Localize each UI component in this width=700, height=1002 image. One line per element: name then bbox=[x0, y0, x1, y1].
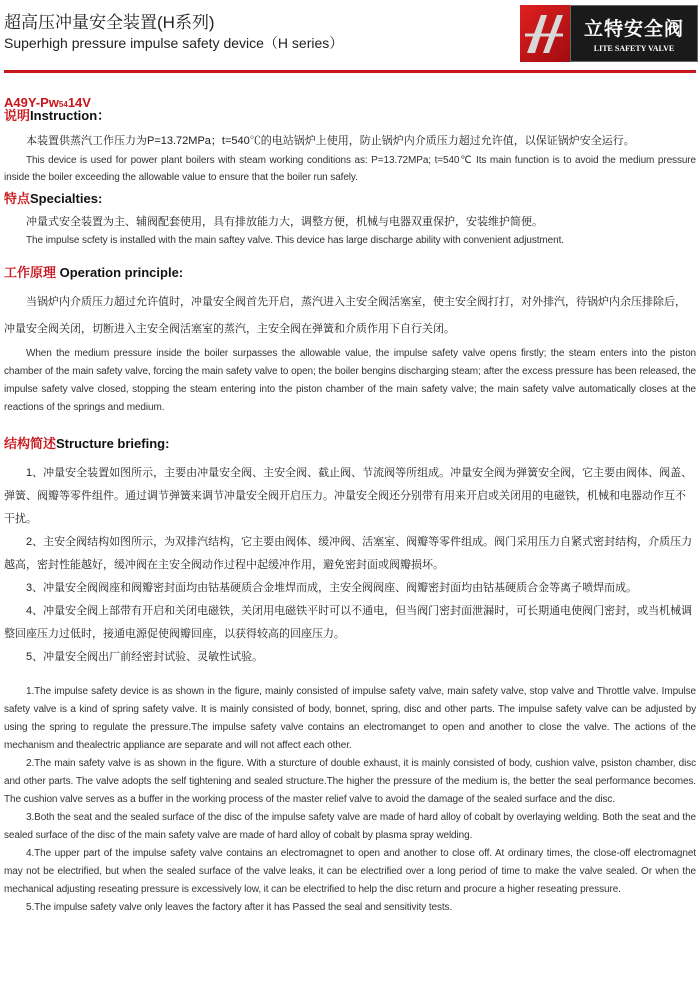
paragraph-cn: 当锅炉内介质压力超过允许值时，冲量安全阀首先开启，蒸汽进入主安全阀活塞室，使主安全阀打打，对外排汽，待锅炉内余压排除后，冲量安全阀关闭，切断进入主安全阀活塞室的蒸汽，主安全阀在弹簧和介质作用下自行关闭。 bbox=[4, 296, 686, 335]
logo-mark-icon bbox=[520, 5, 570, 62]
list-item: 1.The impulse safety device is as shown in the figure, mainly consisted of impulse safety valve, main safety valve, stop valve and Throttle valve. Impulse safety valve is a kind of spring safety valve. It is mainly consisted of body, bonnet, spring, disc and other parts. The impulse safety valve can be adjusted by using the spring to regulate the pressure.The impulse safety valve contains an electromanget to open and another to close the valve. The actions of the mechanism and thealectric appliance are separate and will not affect each other. bbox=[4, 686, 696, 751]
paragraph-cn: 冲量式安全装置为主、辅阀配套使用，具有排放能力大，调整方便，机械与电器双重保护，安装维护简便。 bbox=[26, 216, 543, 228]
logo-text-cn: 立特安全阀 bbox=[583, 19, 684, 40]
list-item: 3、冲量安全阀阀座和阀瓣密封面均由钴基硬质合金堆焊而成，主安全阀阀座、阀瓣密封面均由钴基硬质合金等离子喷焊而成。 bbox=[26, 582, 638, 594]
list-item: 4、冲量安全阀上部带有开启和关闭电磁铁，关闭用电磁铁平时可以不通电，但当阀门密封面泄漏时，可长期通电使阀门密封，或当机械调整回座压力过低时，接通电源促使阀瓣回座，以获得较高的回座压力。 bbox=[4, 605, 693, 640]
section-structure bbox=[4, 433, 696, 917]
list-item: 5.The impulse safety valve only leaves the factory after it has Passed the seal and sensitivity tests. bbox=[26, 902, 453, 913]
list-item: 2、主安全阀结构如图所示，为双排汽结构，它主要由阀体、缓冲阀、活塞室、阀瓣等零件组成。阀门采用压力自紧式密封结构，介质压力越高，密封性能越好，缓冲阀在主安全阀动作过程中起缓冲作用，避免密封面或阀瓣损坏。 bbox=[4, 536, 693, 571]
section-specialties bbox=[4, 188, 696, 249]
list-item: 2.The main safety valve is as shown in the figure. With a sturcture of double exhaust, it is mainly consisted of body, cushion valve, psiston chamber, disc and other parts. The valve adopts the self tightening and sealed structure.The higher the pressure of the medium is, the better the seal performance becomes. The cushion valve serves as a buffer in the working process of the master relief valve to avoid the damage of the sealed surface and the disc. bbox=[4, 758, 696, 805]
structure-list-en bbox=[4, 683, 696, 917]
section-heading: 结构简述Structure briefing: bbox=[4, 436, 170, 451]
header-divider bbox=[4, 70, 696, 73]
title-english: Superhigh pressure impulse safety device（H series） bbox=[4, 35, 344, 51]
section-instruction bbox=[4, 105, 696, 186]
list-item: 4.The upper part of the impulse safety valve contains an electromagnet to open and another to close off. At ordinary times, the close-off electromagnet may not be electrified, but when the sealed surface of the valve leaks, it can be electrified over a long period of time to make the valve sealed. Or when the mechanical adjusting reseating pressure is excessively low, it can be electrified to help the disc return and procure a higher reseating pressure. bbox=[4, 848, 696, 895]
list-item: 1、冲量安全装置如图所示，主要由冲量安全阀、主安全阀、截止阀、节流阀等所组成。冲量安全阀为弹簧安全阀，它主要由阀体、阀盖、弹簧、阀瓣等零件组件。通过调节弹簧来调节冲量安全阀开启压力。冲量安全阀还分别带有用来开启或关闭用的电磁铁，机械和电器动作互不干扰。 bbox=[4, 467, 693, 525]
logo-text-en: LITE SAFETY VALVE bbox=[593, 44, 675, 53]
list-item: 3.Both the seat and the sealed surface of the disc of the impulse safety valve are made of hard alloy of cobalt by overlaying welding. Both the seat and the sealed surface of the disc of the main safety valve are made of hard alloy of cobalt by plasma spray welding. bbox=[4, 812, 696, 841]
paragraph-en: The impulse scfety is installed with the main saftey valve. This device has large discharge ability with convenient adjustment. bbox=[26, 235, 564, 246]
section-heading: 特点Specialties: bbox=[4, 191, 103, 206]
paragraph-en: When the medium pressure inside the boiler surpasses the allowable value, the impulse safety valve opens firstly; the steam enters into the piston chamber of the main safety valve, forcing the main safety valve to open; the boiler bengins discharging steam; after the excess pressure has been released, the impulse safety valve closed, stopping the steam entering into the piston chamber of the main safety valve; the main safety valve automatically closes at the reactions of the springs and medium. bbox=[4, 348, 696, 413]
title-chinese: 超高压冲量安全装置(H系列) bbox=[4, 13, 215, 32]
section-operation bbox=[4, 262, 696, 417]
list-item: 5、冲量安全阀出厂前经密封试验、灵敏性试验。 bbox=[26, 651, 264, 663]
paragraph-en: This device is used for power plant boilers with steam working conditions as: P=13.72MPa; t=540℃ Its main function is to avoid the medium pressure inside the boiler exceeding the allowable value to ensure that the boiler run safely. bbox=[4, 155, 696, 183]
model-number: A49Y-Pw5414V bbox=[4, 95, 91, 110]
paragraph-cn: 本装置供蒸汽工作压力为P=13.72MPa；t=540℃的电站锅炉上使用，防止锅炉内介质压力超过允许值，以保证锅炉安全运行。 bbox=[26, 135, 635, 147]
structure-list-cn bbox=[4, 462, 696, 669]
brand-logo bbox=[520, 5, 698, 62]
section-heading: 工作原理 Operation principle: bbox=[4, 265, 184, 280]
section-heading: 说明Instruction： bbox=[4, 108, 111, 123]
